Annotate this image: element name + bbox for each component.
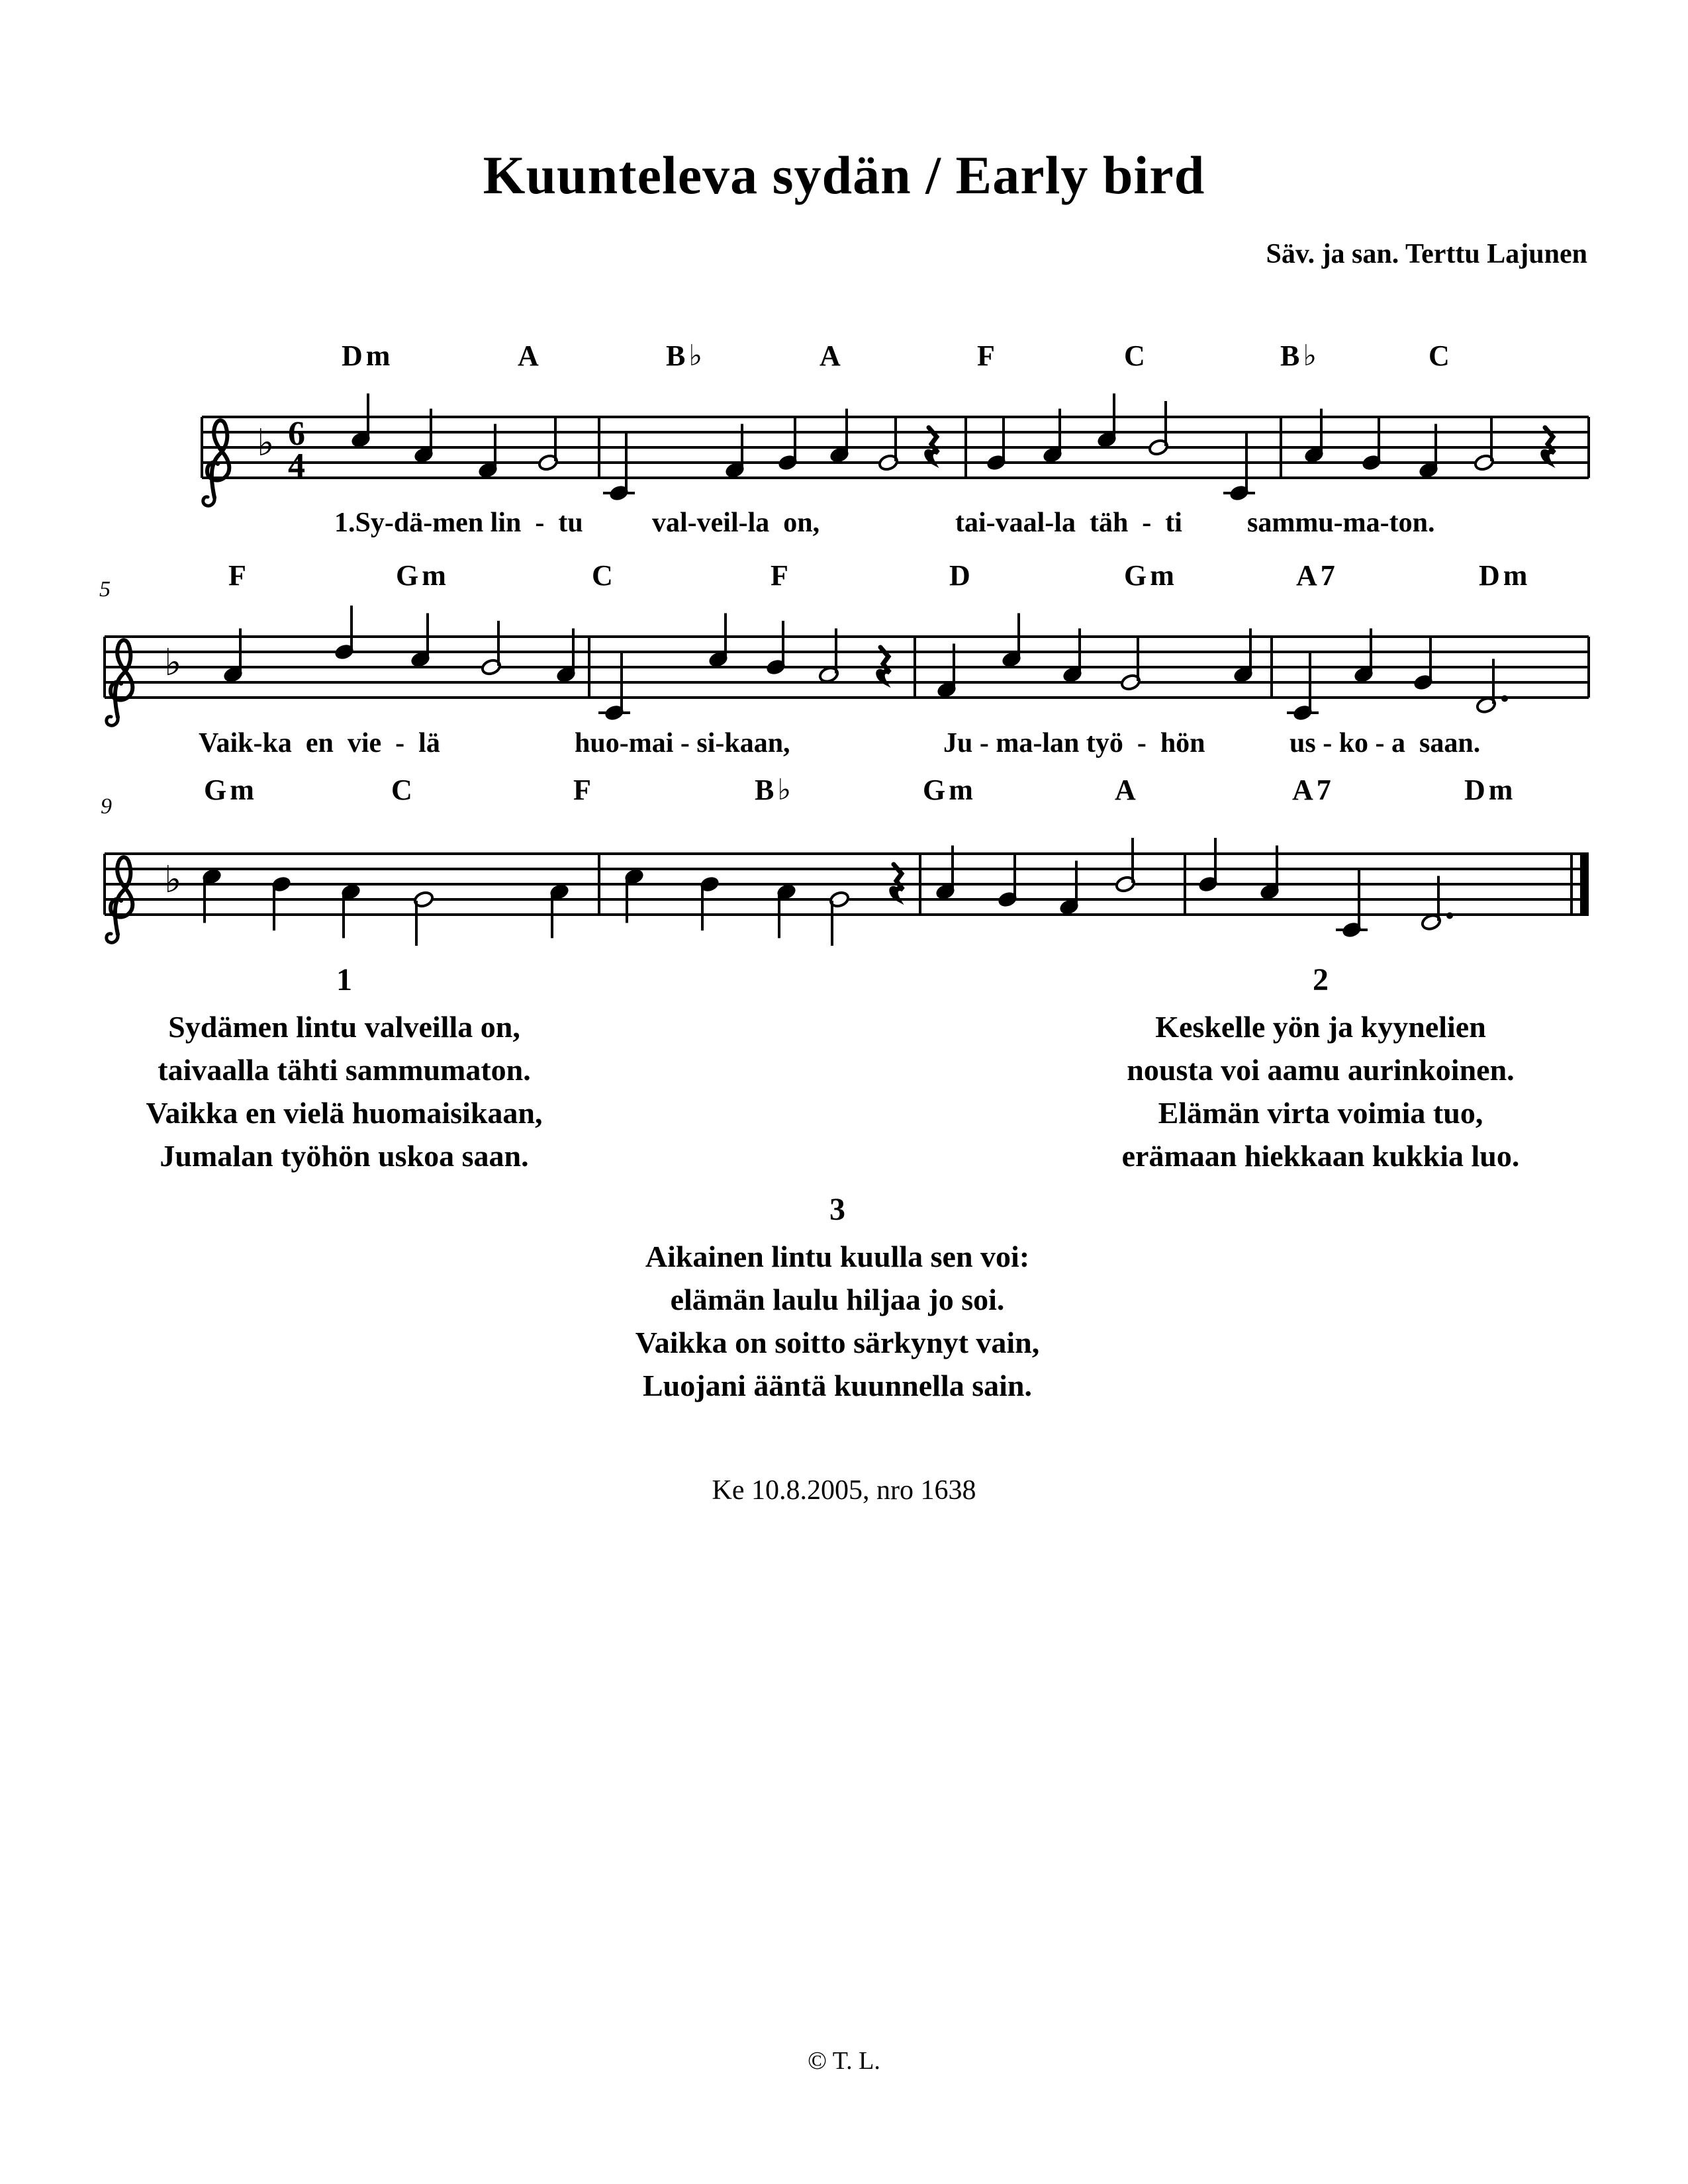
verse-line: Elämän virta voimia tuo, — [1158, 1096, 1483, 1130]
note-stem — [894, 416, 897, 461]
chord-label: Dm — [1464, 774, 1517, 806]
final-barline-thick — [1580, 854, 1589, 915]
copyright-notice: © T. L. — [808, 2047, 880, 2075]
lyric-segment: us - ko - a saan. — [1289, 728, 1481, 758]
verse-line: Sydämen lintu valveilla on, — [168, 1010, 520, 1044]
composer-credit: Säv. ja san. Terttu Lajunen — [1266, 239, 1587, 269]
chord-label: Dm — [1479, 559, 1531, 592]
chord-label: Dm — [342, 340, 394, 372]
verse-line: Jumalan työhön uskoa saan. — [160, 1139, 529, 1173]
verse-line: Aikainen lintu kuulla sen voi: — [645, 1240, 1030, 1273]
lyric-segment: 1.Sy-dä-men lin - tu — [334, 508, 583, 538]
lyric-segment: huo-mai - si-kaan, — [575, 728, 790, 758]
note-stem — [835, 629, 837, 674]
note-stem — [1002, 416, 1005, 461]
note-stem — [239, 629, 242, 674]
note-stem — [1164, 401, 1167, 446]
verse-line: elämän laulu hiljaa jo soi. — [670, 1283, 1005, 1316]
note-stem — [794, 416, 796, 461]
note-stem — [1075, 861, 1078, 906]
note-stem — [724, 614, 727, 659]
note-stem — [701, 886, 704, 931]
note-stem — [203, 878, 206, 923]
augmentation-dot — [1446, 913, 1453, 919]
note-stem — [1245, 431, 1248, 492]
note-stem — [1113, 394, 1115, 439]
note-stem — [415, 901, 418, 946]
note-stem — [367, 394, 369, 439]
chord-label: C — [592, 559, 616, 592]
chord-label: A7 — [1296, 559, 1338, 592]
chord-label: A — [1115, 774, 1139, 806]
time-signature-top: 6 — [288, 415, 305, 453]
note-stem — [1013, 853, 1016, 898]
verse-3-number: 3 — [829, 1192, 845, 1227]
note-stem — [1492, 659, 1495, 704]
verse-2 — [1039, 958, 1602, 1177]
note-stem — [1276, 846, 1278, 891]
time-signature-bottom: 4 — [288, 447, 305, 484]
note-stem — [1309, 651, 1311, 711]
chord-label: A — [820, 340, 844, 372]
lyric-segment: sammu-ma-ton. — [1247, 508, 1435, 538]
note-stem — [831, 901, 833, 946]
note-stem — [554, 416, 557, 461]
verse-3 — [556, 1188, 1119, 1407]
chord-label: A7 — [1292, 774, 1335, 806]
chord-label: Gm — [923, 774, 976, 806]
note-stem — [1370, 629, 1372, 674]
note-stem — [1214, 838, 1217, 883]
note-stem — [1017, 614, 1020, 659]
chord-label: F — [228, 559, 250, 592]
chord-label: B♭ — [1280, 340, 1321, 372]
note-stem — [1078, 629, 1081, 674]
note-stem — [551, 893, 553, 938]
page-title: Kuunteleva sydän / Early bird — [483, 145, 1205, 205]
note-stem — [778, 893, 780, 938]
chord-label: C — [1429, 340, 1453, 372]
lyric-segment: Vaik-ka en vie - lä — [199, 728, 440, 758]
note-stem — [1137, 636, 1139, 681]
verse-line: Luojani ääntä kuunnella sain. — [642, 1369, 1032, 1402]
key-signature-flat: ♭ — [164, 858, 182, 901]
note-stem — [494, 424, 496, 469]
note-stem — [350, 606, 353, 651]
verse-line: Vaikka en vielä huomaisikaan, — [146, 1096, 543, 1130]
note-stem — [1249, 629, 1252, 674]
verse-1-number: 1 — [336, 962, 352, 997]
note-stem — [1058, 409, 1061, 454]
key-signature-flat: ♭ — [257, 422, 275, 465]
note-stem — [1437, 876, 1440, 921]
note-stem — [951, 846, 954, 891]
note-stem — [626, 878, 628, 923]
note-stem — [342, 893, 345, 938]
verse-line: Keskelle yön ja kyynelien — [1155, 1010, 1486, 1044]
chord-label: D — [949, 559, 974, 592]
chord-label: C — [1124, 340, 1149, 372]
augmentation-dot — [1501, 696, 1508, 702]
chord-label: C — [391, 774, 416, 806]
verse-line: Vaikka on soitto särkynyt vain, — [635, 1326, 1040, 1359]
note-stem — [1434, 424, 1437, 469]
chord-label: Gm — [204, 774, 258, 806]
verse-1 — [63, 958, 626, 1177]
key-signature-flat: ♭ — [164, 641, 182, 684]
note-stem — [430, 409, 432, 454]
note-stem — [1378, 416, 1380, 461]
chord-label: F — [573, 774, 594, 806]
note-stem — [1429, 636, 1432, 681]
note-stem — [1358, 868, 1360, 929]
note-stem — [426, 614, 429, 659]
note-stem — [1320, 409, 1323, 454]
chord-label: F — [977, 340, 998, 372]
note-stem — [782, 621, 784, 666]
measure-number: 5 — [99, 577, 111, 602]
note-stem — [953, 644, 955, 689]
note-stem — [620, 651, 623, 711]
note-stem — [273, 886, 275, 931]
measure-number: 9 — [101, 794, 112, 819]
verse-2-number: 2 — [1313, 962, 1329, 997]
verse-line: erämaan hiekkaan kukkia luo. — [1121, 1139, 1520, 1173]
date-line: Ke 10.8.2005, nro 1638 — [712, 1475, 976, 1506]
chord-label: Gm — [396, 559, 449, 592]
note-stem — [497, 621, 500, 666]
lyric-segment: val-veil-la on, — [652, 508, 820, 538]
note-stem — [1490, 416, 1493, 461]
verse-line: nousta voi aamu aurinkoinen. — [1127, 1053, 1515, 1087]
chord-label: A — [518, 340, 542, 372]
note-stem — [625, 431, 628, 492]
verse-line: taivaalla tähti sammumaton. — [158, 1053, 531, 1087]
chord-label: F — [771, 559, 792, 592]
lyric-segment: tai-vaal-la täh - ti — [955, 508, 1182, 538]
chord-label: B♭ — [755, 774, 795, 806]
chord-label: B♭ — [666, 340, 706, 372]
lyric-segment: Ju - ma-lan työ - hön — [943, 728, 1205, 758]
chord-label: Gm — [1124, 559, 1178, 592]
note-stem — [741, 424, 743, 469]
note-stem — [572, 629, 575, 674]
note-stem — [845, 409, 848, 454]
note-stem — [1131, 838, 1134, 883]
